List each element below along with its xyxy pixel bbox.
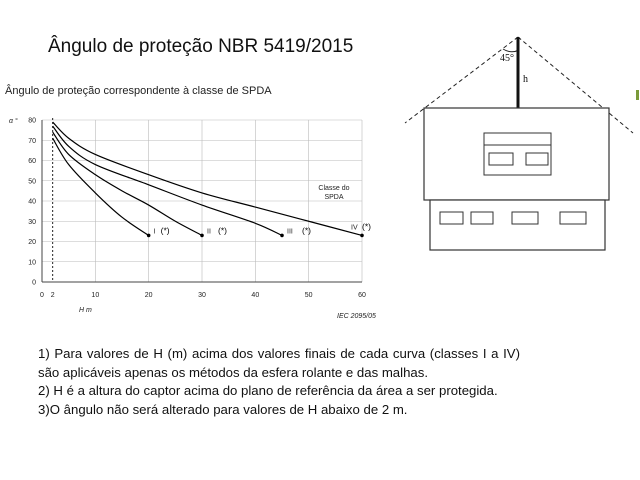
notes-block	[38, 345, 520, 419]
y-tick-label: 0	[32, 279, 36, 287]
y-tick-label: 20	[28, 239, 36, 246]
y-tick-label: 30	[28, 218, 36, 226]
series-marker: (*)	[218, 225, 227, 236]
height-label: h	[523, 74, 528, 85]
x-axis-label: H m	[79, 307, 92, 314]
x-tick-label: 40	[251, 292, 260, 299]
x-tick-label: 10	[91, 292, 100, 299]
y-tick-label: 70	[28, 137, 36, 145]
x-tick-label: 0	[40, 292, 44, 299]
upper-window	[489, 153, 513, 165]
series-marker: (*)	[160, 225, 170, 236]
series-label: IV	[351, 224, 358, 232]
y-tick-label: 10	[28, 259, 36, 267]
x-tick-label: 20	[144, 292, 153, 299]
series-marker: (*)	[302, 225, 311, 236]
legend-title-line: SPDA	[324, 194, 344, 201]
y-tick-label: 80	[28, 117, 36, 125]
x-tick-label: 60	[358, 292, 366, 299]
y-tick-label: 60	[28, 158, 36, 165]
upper-window	[526, 153, 548, 165]
house-lower-block	[430, 200, 605, 250]
series-label: II	[207, 228, 211, 236]
lower-window	[471, 212, 493, 224]
edge-mark	[636, 90, 639, 100]
y-tick-label: 50	[28, 178, 36, 186]
y-axis-label: α °	[9, 118, 18, 125]
lower-window	[440, 212, 463, 224]
chart-title: Ângulo de proteção correspondente à classe de SPDA	[5, 85, 272, 97]
source-note: IEC 2095/05	[337, 313, 376, 320]
x-tick-label: 30	[198, 292, 206, 299]
note-3: 3)O ângulo não será alterado para valores de H abaixo de 2 m.	[38, 401, 408, 417]
series-marker: (*)	[362, 221, 371, 232]
series-label: I	[153, 228, 156, 236]
y-tick-label: 40	[28, 198, 36, 206]
lower-window	[560, 212, 586, 224]
x-tick-label: 50	[304, 292, 313, 299]
angle-label: 45°	[500, 53, 514, 64]
series-label: III	[287, 228, 293, 236]
slide-title: Ângulo de proteção NBR 5419/2015	[48, 36, 354, 57]
legend-title-line: Classe do	[318, 185, 350, 192]
lower-window	[512, 212, 538, 224]
x-tick-label: 2	[50, 292, 55, 299]
note-1: 1) Para valores de H (m) acima dos valores finais de cada curva (classes I a IV) são aplicáveis apenas os métodos da esfera rolante e das malhas.	[38, 346, 520, 380]
note-2: 2) H é a altura do captor acima do plano de referência da área a ser protegida.	[38, 383, 498, 398]
